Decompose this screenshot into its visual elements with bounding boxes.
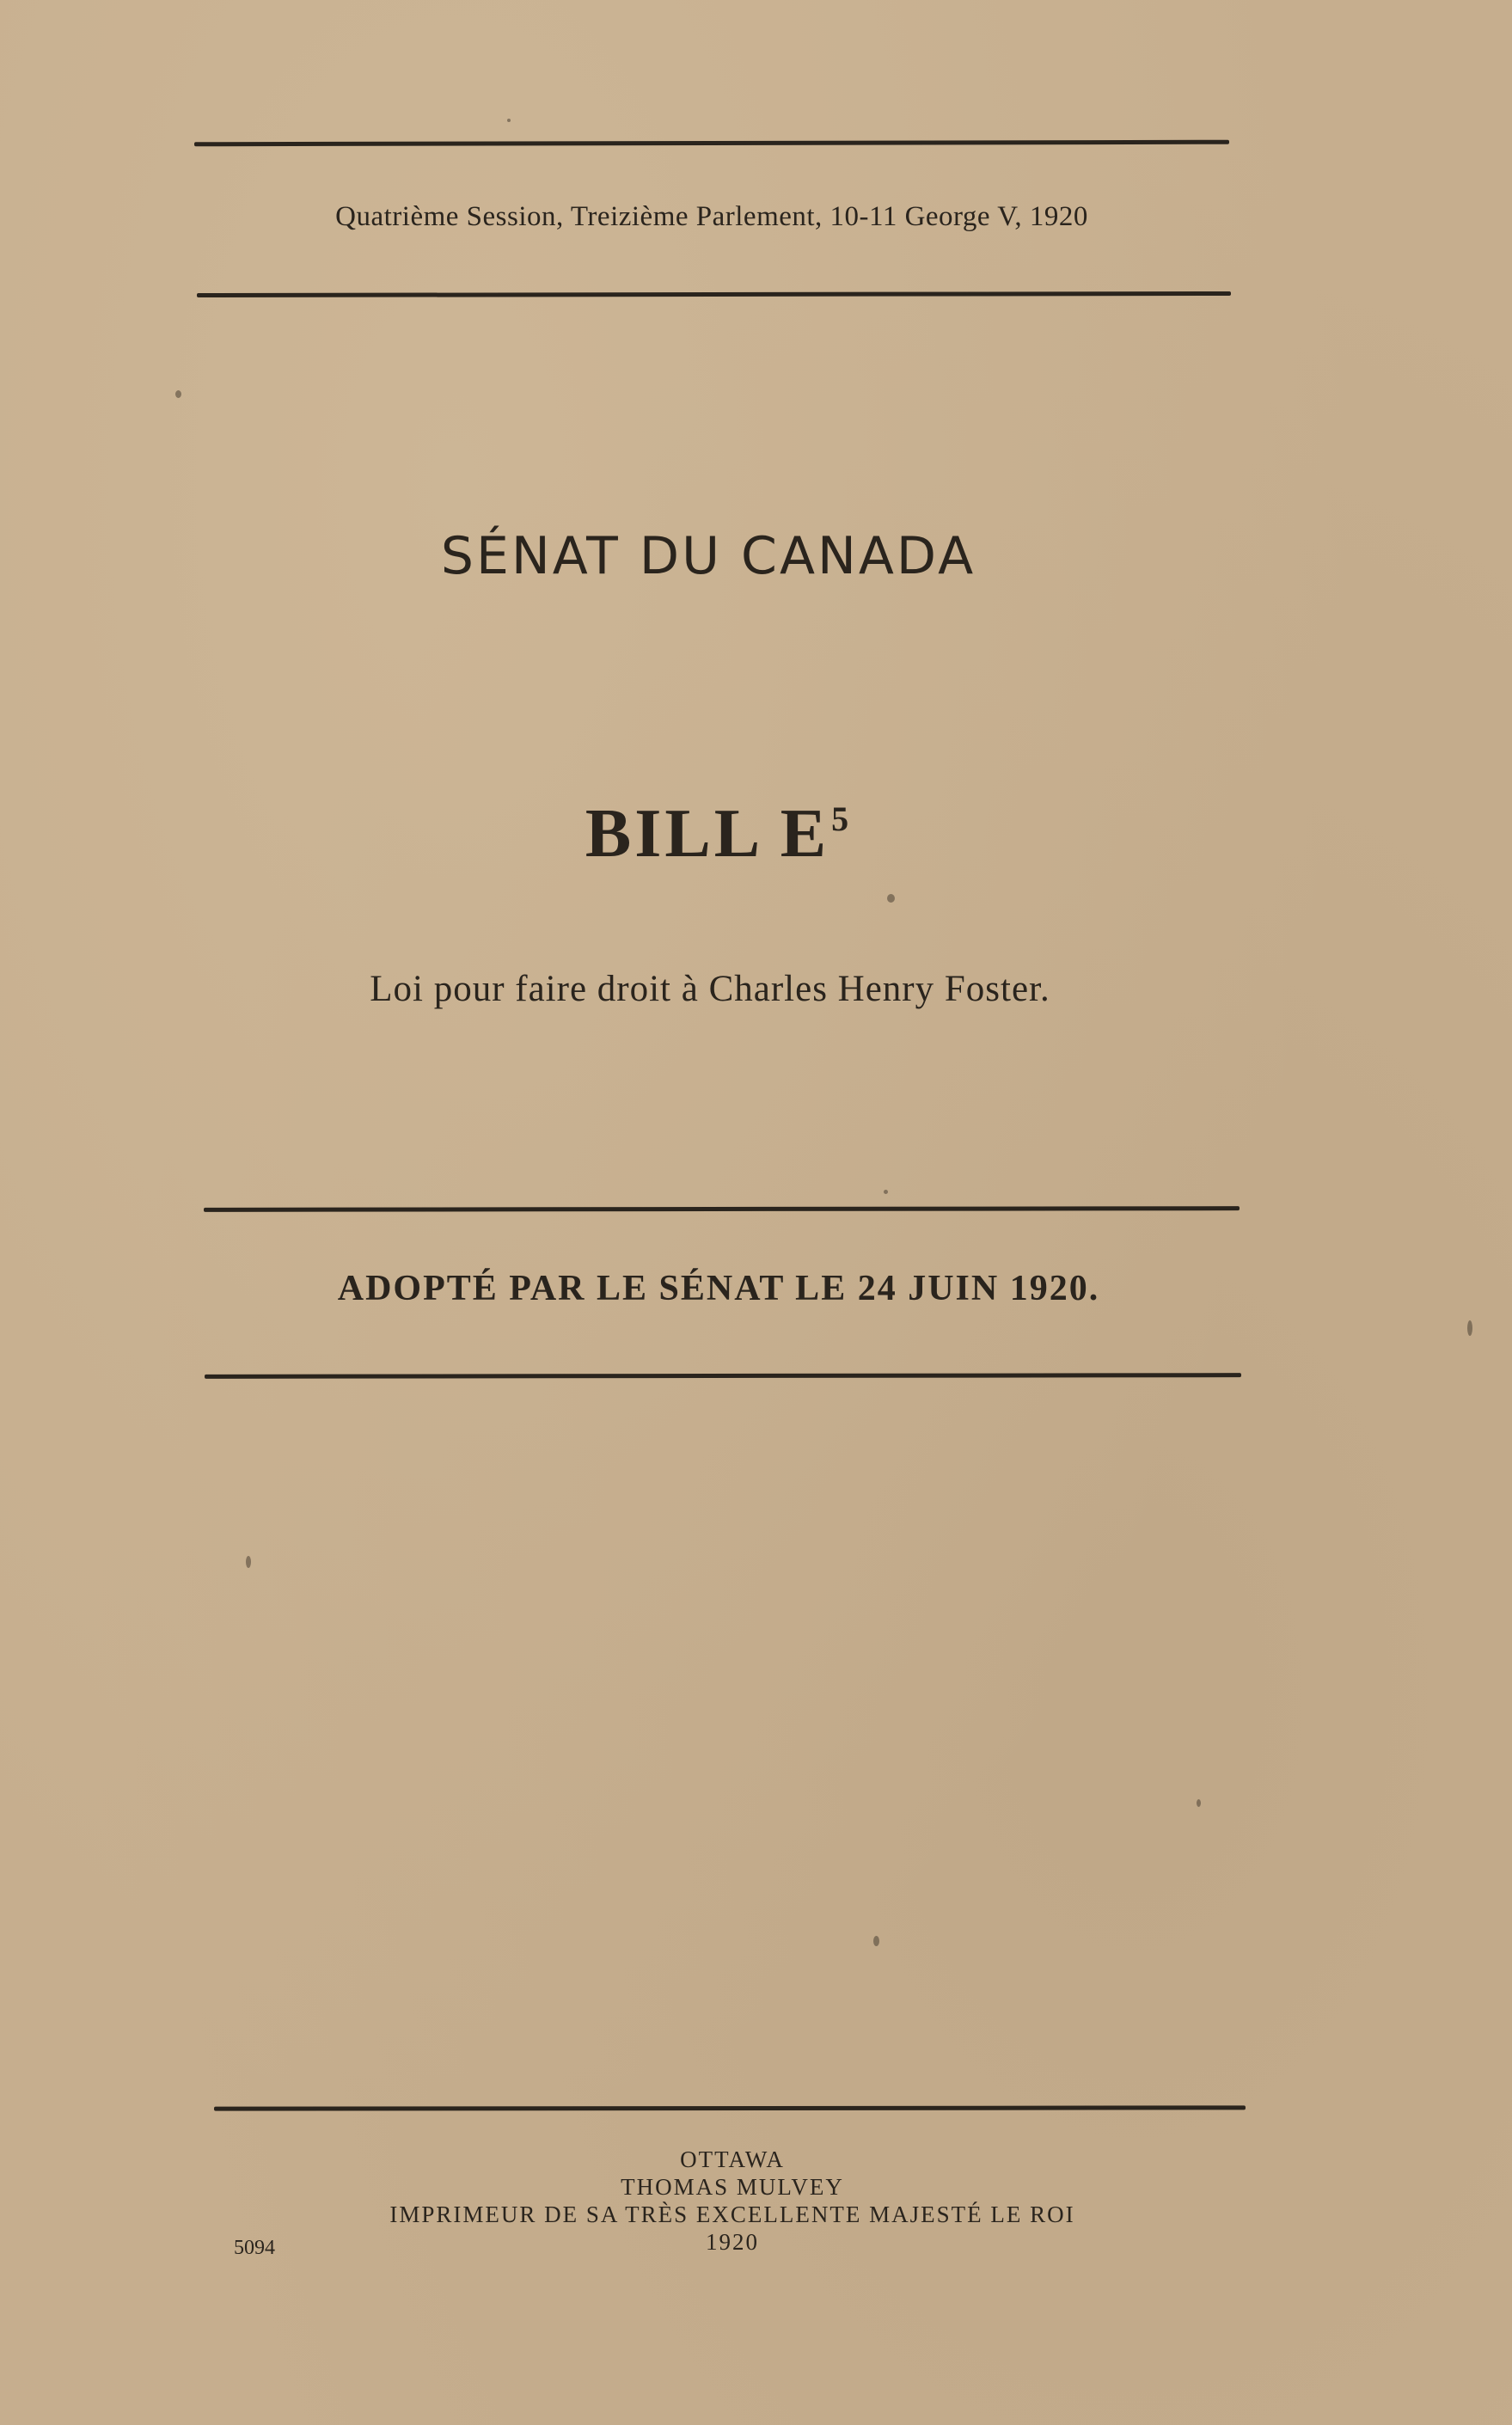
imprint-printer-name: THOMAS MULVEY [621, 2174, 844, 2200]
imprint-printer-title: IMPRIMEUR DE SA TRÈS EXCELLENTE MAJESTÉ LE ROI [389, 2201, 1075, 2227]
paper-speck [884, 1190, 888, 1194]
print-code: 5094 [234, 2237, 275, 2259]
imprint-city: OTTAWA [680, 2146, 785, 2172]
paper-speck [1197, 1799, 1201, 1807]
imprint-year: 1920 [706, 2229, 759, 2255]
bill-superscript: 5 [831, 799, 853, 838]
top-rule-lower [197, 291, 1231, 297]
paper-speck [887, 894, 895, 903]
adopted-rule-upper [204, 1206, 1240, 1212]
paper-speck [246, 1556, 251, 1568]
bill-title: Loi pour faire droit à Charles Henry Foster. [370, 969, 1050, 1009]
bill-number [203, 795, 1234, 873]
paper-speck [873, 1936, 879, 1946]
paper-speck [175, 390, 181, 398]
footer-rule [214, 2105, 1246, 2110]
adoption-statement: ADOPTÉ PAR LE SÉNAT LE 24 JUIN 1920. [337, 1269, 1100, 1308]
session-line: Quatrième Session, Treizième Parlement, 10-11 George V, 1920 [335, 201, 1088, 232]
bill-label: BILL E [585, 796, 830, 872]
paper-speck [1467, 1320, 1472, 1336]
chamber-heading: SÉNAT DU CANADA [440, 526, 976, 586]
paper-speck [507, 119, 511, 122]
top-rule-upper [194, 140, 1229, 147]
adopted-rule-lower [205, 1373, 1241, 1379]
